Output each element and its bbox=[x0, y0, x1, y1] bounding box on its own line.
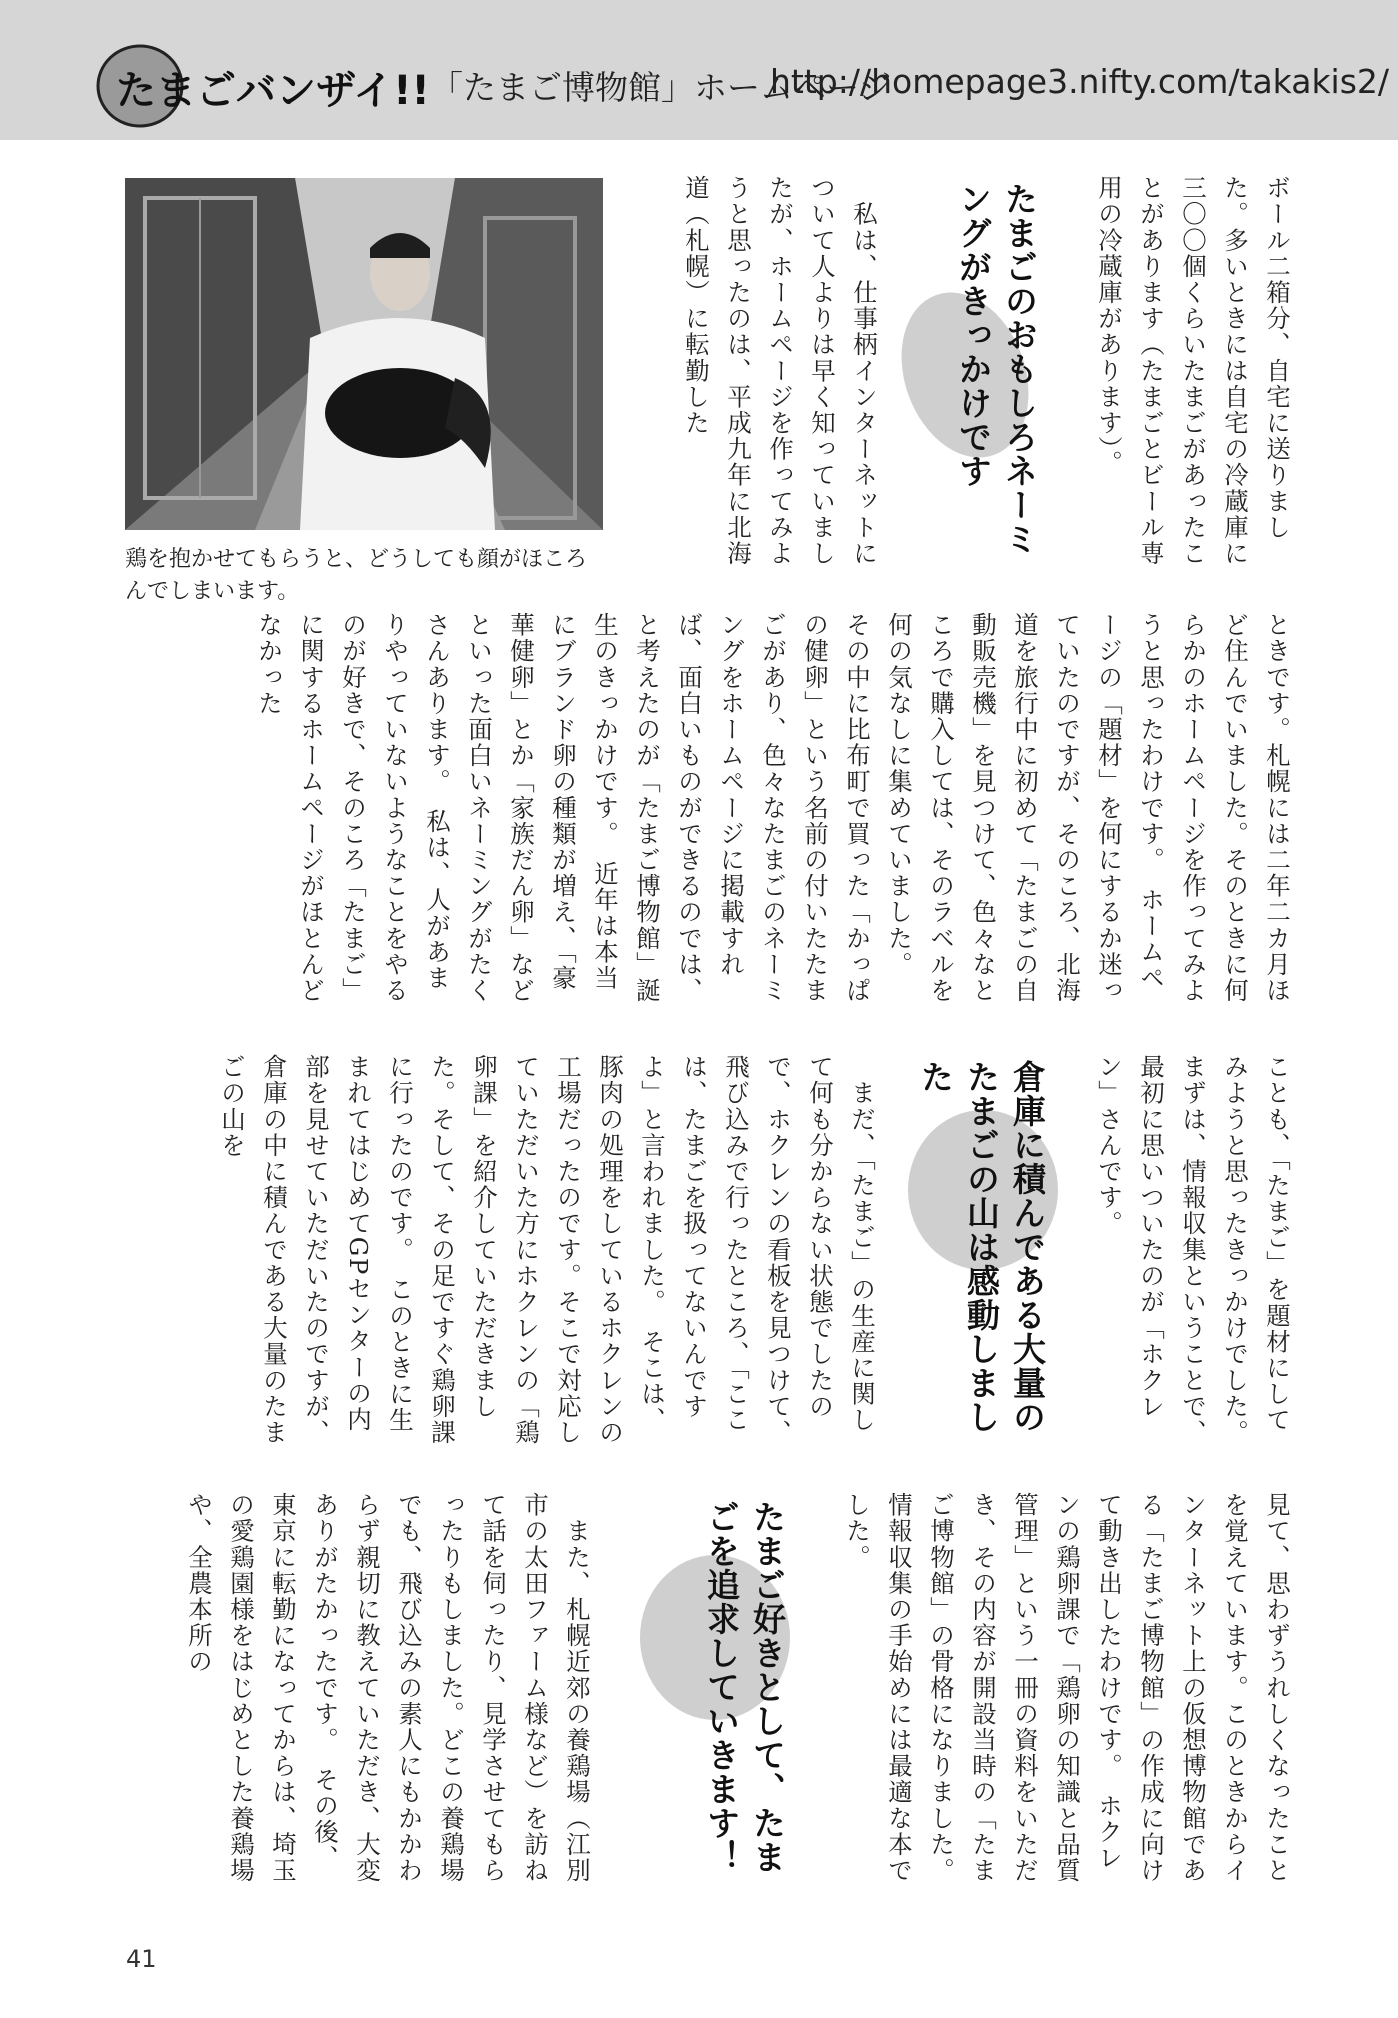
article-block-4b: また、札幌近郊の養鶏場（江別市の太田ファーム様など）を訪ねて話を伺ったり、見学させてもらったりもしました。どこの養鶏場でも、飛び込みの素人にもかかわらず親切に教えていただき、大変ありがたかったです。 その後、東京に転勤になってからは、埼玉の愛鶏園様をはじめとした養鶏場や、全農本所の bbox=[185, 1492, 592, 1884]
article-block-3b: まだ、「たまご」の生産に関して何も分からない状態でしたので、ホクレンの看板を見つけて、飛び込みで行ったところ、「ここは、たまごを扱ってないんですよ」と言われました。 そこは、豚肉の処理をしているホクレンの工場だったのです。そこで対応していただいた方にホクレンの「鶏卵課」を紹介していただきました。そして、その足ですぐ鶏卵課に行ったのです。 このときに生まれてはじめてGPセンターの内部を見せていただいたのですが、倉庫の中に積んである大量のたまごの山を bbox=[218, 1054, 877, 1446]
page-number: 41 bbox=[126, 1945, 157, 1973]
heading-tamago-tsuikyuu: たまご好きとして、たまごを追求していきます！ bbox=[702, 1500, 787, 1874]
heading-souko-tamago: 倉庫に積んである大量のたまごの山は感動しました bbox=[916, 1060, 1047, 1434]
site-label: 「たまご博物館」ホームページ bbox=[430, 68, 892, 107]
photo-caption: 鶏を抱かせてもらうと、どうしても顔がほころんでしまいます。 bbox=[125, 547, 588, 604]
article-block-4: 見て、思わずうれしくなったことを覚えています。このときからインターネット上の仮想博物館である「たまご博物館」の作成に向けて動き出したわけです。 ホクレンの鶏卵課で「鶏卵の知識と品質管理」という一冊の資料をいただき、その内容が開設当時の「たまご博物館」の骨格になりました。情報収集の手始めには最適な本でした。 bbox=[843, 1492, 1292, 1884]
site-url: http://homepage3.nifty.com/takakis2/ bbox=[770, 62, 1390, 101]
heading-omoshiro-naming: たまごのおもしろネーミングがきっかけです bbox=[954, 182, 1039, 556]
photo-man-holding-chicken bbox=[125, 178, 603, 530]
article-block-3: ことも、「たまご」を題材にしてみようと思ったきっかけでした。 まずは、情報収集ということで、最初に思いついたのが「ホクレン」さんです。 bbox=[1095, 1054, 1292, 1460]
logo-text: たまごバンザイ!! bbox=[116, 68, 430, 114]
article-block-2: ときです。札幌には二年二カ月ほど住んでいました。そのときに何らかのホームページを作ってみようと思ったわけです。 ホームページの「題材」を何にするか迷っていたのですが、そのころ、北海道を旅行中に初めて「たまごの自動販売機」を見つけて、色々なところで購入しては、そのラベルを何の気なしに集めていました。 その中に比布町で買った「かっぱの健卵」という名前の付いたたまごがあり、色々なたまごのネーミングをホームページに掲載すれば、面白いものができるのでは、と考えたのが「たまご博物館」誕生のきっかけです。 近年は本当にブランド卵の種類が増え、「豪華健卵」とか「家族だん卵」などといった面白いネーミングがたくさんあります。 私は、人があまりやっていないようなことをやるのが好きで、そのころ「たまご」に関するホームページがほとんどなかった bbox=[255, 612, 1292, 1004]
magazine-logo bbox=[92, 38, 430, 128]
article-block-1b: 私は、仕事柄インターネットについて人よりは早く知っていましたが、ホームページを作ってみようと思ったのは、平成九年に北海道（札幌）に転勤した bbox=[682, 175, 879, 567]
photo-illustration bbox=[125, 178, 603, 530]
article-block-1: ボール二箱分、自宅に送りました。多いときには自宅の冷蔵庫に三〇〇個くらいたまごがあったことがあります（たまごとビール専用の冷蔵庫があります）。 bbox=[1095, 175, 1292, 567]
